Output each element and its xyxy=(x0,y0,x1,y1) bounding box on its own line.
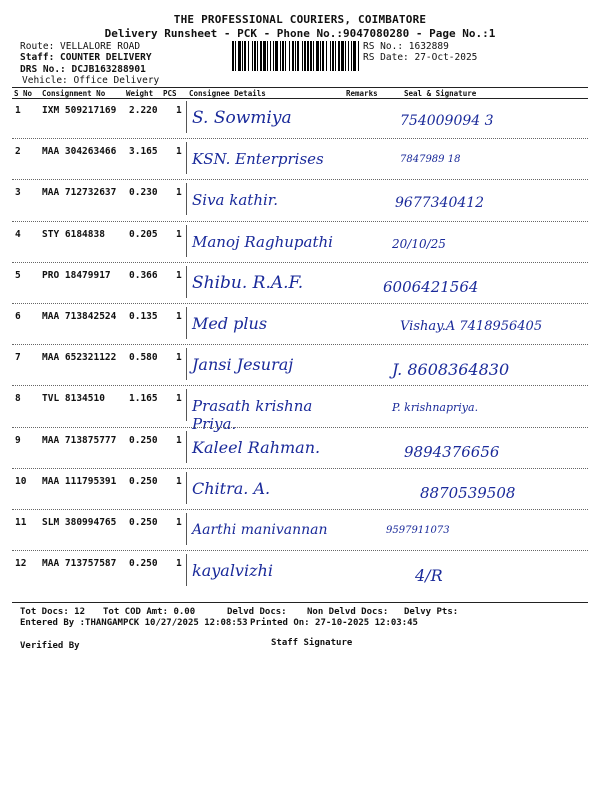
row-consignee-handwritten: Med plus xyxy=(192,314,268,333)
row-separator xyxy=(12,468,588,469)
barcode-bar xyxy=(285,41,286,71)
consignee-box-edge xyxy=(186,266,187,298)
row-consignment-no: MAA 713842524 xyxy=(42,311,117,322)
consignee-box-edge xyxy=(186,101,187,133)
row-sno: 11 xyxy=(15,517,27,528)
row-weight: 0.230 xyxy=(129,187,158,199)
barcode-bar xyxy=(332,41,334,71)
non-delivered-docs: Non Delvd Docs: xyxy=(307,607,389,617)
barcode-bar xyxy=(238,41,241,71)
barcode-bar xyxy=(273,41,274,71)
barcode-bar xyxy=(248,41,249,71)
barcode-bar xyxy=(326,41,327,71)
row-consignee-handwritten: KSN. Enterprises xyxy=(192,150,324,169)
barcode-bar xyxy=(282,41,284,71)
row-signature-handwritten: 754009094 3 xyxy=(400,113,494,129)
row-sno: 8 xyxy=(15,393,21,405)
row-weight: 0.250 xyxy=(129,434,158,446)
rs-date: RS Date: 27-Oct-2025 xyxy=(363,52,478,63)
row-consignment-no: MAA 712732637 xyxy=(42,187,117,199)
row-pcs: 1 xyxy=(176,558,182,570)
barcode-bar xyxy=(304,41,306,71)
barcode-bar xyxy=(270,41,271,71)
row-signature-handwritten: 9677340412 xyxy=(395,195,485,212)
barcode-bar xyxy=(267,41,268,71)
col-consignee: Consignee Details xyxy=(189,89,266,98)
rs-number: RS No.: 1632889 xyxy=(363,41,449,52)
barcode-bar xyxy=(263,41,266,71)
row-signature-handwritten: 20/10/25 xyxy=(392,236,446,251)
row-pcs: 1 xyxy=(176,517,182,528)
row-weight: 0.250 xyxy=(129,517,158,528)
consignee-box-edge xyxy=(186,142,187,174)
col-remarks: Remarks xyxy=(346,89,378,98)
barcode-bar xyxy=(257,41,258,71)
consignee-box-edge xyxy=(186,513,187,545)
barcode-bar xyxy=(252,41,253,71)
barcode-bar xyxy=(335,41,336,71)
row-sno: 7 xyxy=(15,352,21,364)
row-signature-handwritten: Vishay.A 7418956405 xyxy=(400,319,543,334)
row-signature-handwritten: P. krishnapriya. xyxy=(392,401,479,415)
row-consignee-handwritten: Siva kathir. xyxy=(192,191,279,210)
row-pcs: 1 xyxy=(176,269,182,281)
col-consignment: Consignment No xyxy=(42,89,106,98)
barcode-bar xyxy=(358,41,359,71)
row-signature-handwritten: 6006421564 xyxy=(383,277,479,296)
row-sno: 6 xyxy=(15,311,21,322)
row-separator xyxy=(12,221,588,222)
table-header-rule xyxy=(12,98,588,99)
row-pcs: 1 xyxy=(176,434,182,446)
barcode-bar xyxy=(232,41,234,71)
verified-by-label: Verified By xyxy=(20,641,80,651)
row-weight: 2.220 xyxy=(129,105,158,116)
route-line: Route: VELLALORE ROAD xyxy=(20,41,141,52)
row-consignee-handwritten: Aarthi manivannan xyxy=(192,522,328,538)
barcode-bar xyxy=(353,41,356,71)
row-consignee-handwritten: kayalvizhi xyxy=(192,561,273,581)
row-weight: 0.580 xyxy=(129,352,158,364)
row-consignee-handwritten: Chitra. A. xyxy=(192,478,271,498)
row-sno: 10 xyxy=(15,475,27,487)
row-consignee-handwritten: Shibu. R.A.F. xyxy=(192,272,304,293)
row-sno: 9 xyxy=(15,434,21,446)
row-signature-handwritten: J. 8608364830 xyxy=(392,360,510,380)
barcode-bar xyxy=(260,41,262,71)
barcode-bar xyxy=(242,41,243,71)
runsheet-subtitle: Delivery Runsheet - PCK - Phone No.:9047080280 - Page No.:1 xyxy=(104,27,496,40)
row-consignee-handwritten: S. Sowmiya xyxy=(192,108,292,128)
consignee-box-edge xyxy=(186,225,187,257)
barcode-bar xyxy=(338,41,340,71)
row-separator xyxy=(12,550,588,551)
row-consignment-no: STY 6184838 xyxy=(42,228,105,240)
company-title: THE PROFESSIONAL COURIERS, COIMBATORE xyxy=(173,13,427,26)
consignee-box-edge xyxy=(186,307,187,339)
barcode-bar xyxy=(345,41,346,71)
row-sno: 3 xyxy=(15,187,21,199)
row-consignment-no: MAA 652321122 xyxy=(42,352,117,364)
row-weight: 0.250 xyxy=(129,475,158,487)
staff-line: Staff: COUNTER DELIVERY xyxy=(20,52,152,63)
barcode-bar xyxy=(295,41,296,71)
row-pcs: 1 xyxy=(176,393,182,405)
row-sno: 1 xyxy=(15,105,21,116)
barcode-bar xyxy=(307,41,309,71)
row-sno: 5 xyxy=(15,269,21,281)
row-separator xyxy=(12,385,588,386)
delivery-points: Delvy Pts: xyxy=(404,607,459,617)
row-sno: 4 xyxy=(15,228,21,240)
barcode-bar xyxy=(302,41,303,71)
consignee-box-edge xyxy=(186,389,187,421)
barcode-bar xyxy=(348,41,349,71)
row-separator xyxy=(12,138,588,139)
row-consignment-no: TVL 8134510 xyxy=(42,393,105,405)
barcode-bar xyxy=(292,41,294,71)
vehicle-line: Vehicle: Office Delivery xyxy=(22,75,160,86)
row-pcs: 1 xyxy=(176,475,182,487)
row-signature-handwritten: 9894376656 xyxy=(404,442,500,461)
row-separator xyxy=(12,344,588,345)
row-signature-handwritten: 7847989 18 xyxy=(400,154,461,166)
consignee-box-edge xyxy=(186,348,187,380)
table-bottom-rule xyxy=(12,602,588,603)
row-signature-handwritten: 4/R xyxy=(415,566,443,586)
barcode-bar xyxy=(275,41,278,71)
barcode-bar xyxy=(297,41,299,71)
row-weight: 1.165 xyxy=(129,393,158,405)
drs-number: DRS No.: DCJB163288901 xyxy=(20,64,146,75)
barcode-bar xyxy=(310,41,312,71)
row-pcs: 1 xyxy=(176,228,182,240)
row-consignee-handwritten: Manoj Raghupathi xyxy=(192,232,333,251)
row-sno: 12 xyxy=(15,558,27,570)
row-signature-handwritten: 9597911073 xyxy=(386,525,450,536)
barcode-bar xyxy=(235,41,236,71)
consignee-box-edge xyxy=(186,554,187,586)
row-signature-handwritten: 8870539508 xyxy=(420,483,516,502)
printed-on: Printed On: 27-10-2025 12:03:45 xyxy=(250,618,418,628)
barcode-bar xyxy=(330,41,331,71)
row-weight: 3.165 xyxy=(129,146,158,158)
barcode-bar xyxy=(289,41,290,71)
row-sno: 2 xyxy=(15,146,21,158)
entered-by: Entered By :THANGAMPCK 10/27/2025 12:08:53 xyxy=(20,618,248,628)
consignee-box-edge xyxy=(186,472,187,504)
row-consignee-handwritten: Kaleel Rahman. xyxy=(192,437,321,457)
barcode-bar xyxy=(341,41,344,71)
barcode-bar xyxy=(244,41,246,71)
row-consignment-no: MAA 713875777 xyxy=(42,434,117,446)
row-consignment-no: MAA 713757587 xyxy=(42,558,117,570)
consignee-box-edge xyxy=(186,183,187,215)
col-seal-signature: Seal & Signature xyxy=(404,89,477,98)
total-cod-amount: Tot COD Amt: 0.00 xyxy=(103,607,196,617)
row-consignee-handwritten: Jansi Jesuraj xyxy=(192,355,294,375)
total-docs: Tot Docs: 12 xyxy=(20,607,86,617)
row-pcs: 1 xyxy=(176,187,182,199)
col-sno: S No xyxy=(14,89,33,98)
row-separator xyxy=(12,179,588,180)
row-pcs: 1 xyxy=(176,311,182,322)
barcode-bar xyxy=(313,41,314,71)
row-consignment-no: MAA 111795391 xyxy=(42,475,117,487)
row-separator xyxy=(12,262,588,263)
row-pcs: 1 xyxy=(176,146,182,158)
col-weight: Weight xyxy=(126,89,154,98)
row-separator xyxy=(12,303,588,304)
row-consignment-no: MAA 304263466 xyxy=(42,146,117,158)
row-consignment-no: SLM 380994765 xyxy=(42,517,117,528)
row-consignment-no: PRO 18479917 xyxy=(42,269,111,281)
barcode-bar xyxy=(322,41,324,71)
row-weight: 0.205 xyxy=(129,228,158,240)
delivered-docs: Delvd Docs: xyxy=(227,607,287,617)
row-consignment-no: IXM 509217169 xyxy=(42,105,117,116)
row-pcs: 1 xyxy=(176,352,182,364)
barcode-bar xyxy=(320,41,321,71)
row-separator xyxy=(12,427,588,428)
row-weight: 0.250 xyxy=(129,558,158,570)
col-pcs: PCS xyxy=(163,89,177,98)
row-weight: 0.135 xyxy=(129,311,158,322)
barcode-image xyxy=(232,41,360,71)
barcode-bar xyxy=(280,41,281,71)
row-separator xyxy=(12,509,588,510)
barcode-bar xyxy=(351,41,352,71)
row-weight: 0.366 xyxy=(129,269,158,281)
staff-signature-label: Staff Signature xyxy=(271,638,353,648)
row-consignee-handwritten: Prasath krishna Priya. xyxy=(192,397,313,434)
barcode-bar xyxy=(316,41,319,71)
consignee-box-edge xyxy=(186,431,187,463)
row-pcs: 1 xyxy=(176,105,182,116)
barcode-bar xyxy=(254,41,256,71)
table-top-rule xyxy=(12,87,588,88)
